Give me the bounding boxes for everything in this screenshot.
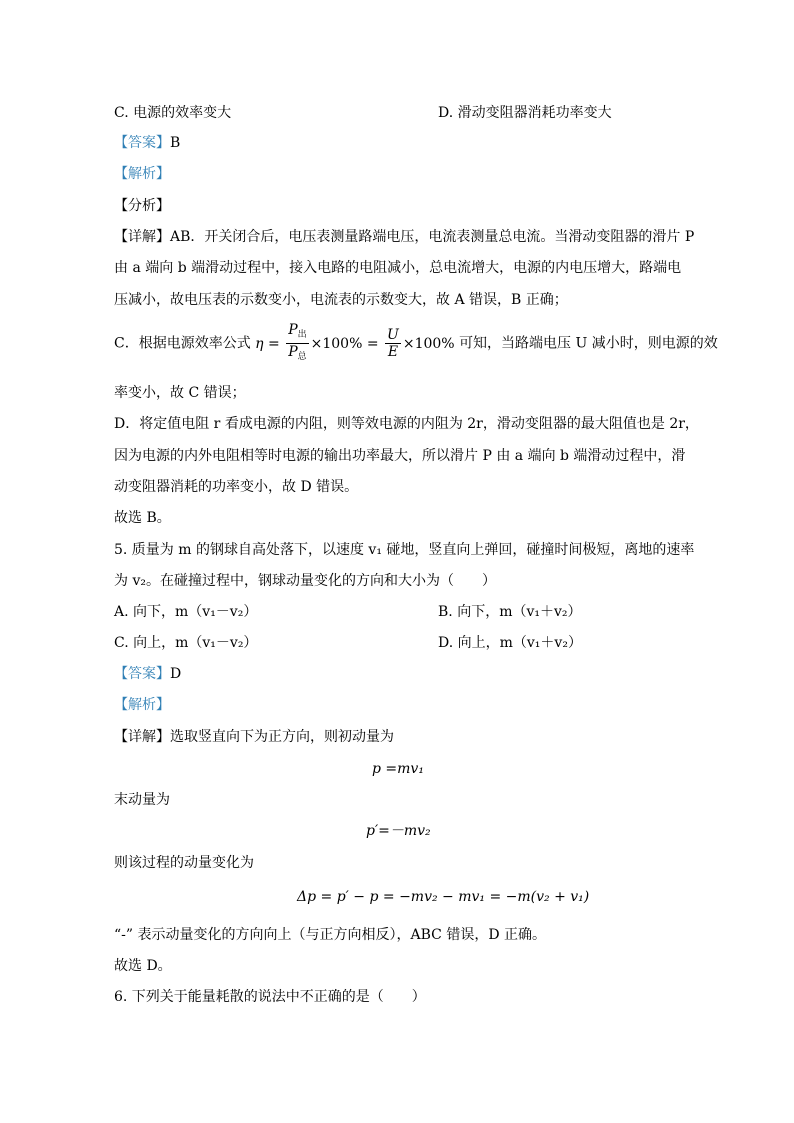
answer-value: B xyxy=(170,135,181,151)
q5-analysis-tag: 【解析】 xyxy=(114,697,170,713)
c-suffix: 可知，当路端电压 U 减小时，则电源的效 xyxy=(459,335,718,352)
q4-detail-line1 xyxy=(114,227,694,247)
q5-final-momentum-label: 末动量为 xyxy=(114,792,170,808)
q4-option-d: D. 滑动变阻器消耗功率变大 xyxy=(438,105,612,121)
q5-option-a: A. 向下，m（v₁－v₂） xyxy=(114,604,258,620)
detail-text: AB．开关闭合后，电压表测量路端电压，电流表测量总电流。当滑动变阻器的滑片 P xyxy=(170,229,695,245)
detail-tag: 【详解】 xyxy=(114,729,170,745)
q5-conclusion: 故选 D。 xyxy=(114,958,172,974)
q5-eq-final-momentum: p′=－mv₂ xyxy=(366,823,431,839)
answer-tag: 【答案】 xyxy=(114,135,170,151)
q5-option-b: B. 向下，m（v₁＋v₂） xyxy=(438,604,582,620)
q5-stem-line2: 为 v₂。在碰撞过程中，钢球动量变化的方向和大小为（ ） xyxy=(114,573,496,589)
q4-option-c: C. 电源的效率变大 xyxy=(114,105,232,121)
detail-tag: 【详解】 xyxy=(114,229,170,245)
q5-change-label: 则该过程的动量变化为 xyxy=(114,855,254,871)
q4-detail-line3: 压减小，故电压表的示数变小，电流表的示数变大，故 A 错误，B 正确； xyxy=(114,292,568,308)
q4-detail-c-line xyxy=(114,322,718,366)
q4-detail-line2: 由 a 端向 b 端滑动过程中，接入电路的电阻减小，总电流增大，电源的内电压增大，路端电 xyxy=(114,260,682,276)
q5-eq-momentum-change: Δp = p′ − p = −mv₂ − mv₁ = −m(v₂ + v₁) xyxy=(297,889,590,905)
q5-sign-note: “-” 表示动量变化的方向向上（与正方向相反），ABC 错误，D 正确。 xyxy=(114,927,546,943)
q4-fenxi-tag: 【分析】 xyxy=(114,198,170,214)
q4-answer xyxy=(114,133,180,153)
q5-option-c: C. 向上，m（v₁－v₂） xyxy=(114,635,258,651)
q4-detail-c-line2: 率变小，故 C 错误； xyxy=(114,385,246,401)
q5-detail-line1 xyxy=(114,727,394,747)
q6-stem: 6. 下列关于能量耗散的说法中不正确的是（ ） xyxy=(114,989,426,1005)
q4-detail-d-line1: D．将定值电阻 r 看成电源的内阻，则等效电源的内阻为 2r，滑动变阻器的最大阻值也是 2r， xyxy=(114,416,699,432)
q4-analysis-tag: 【解析】 xyxy=(114,166,170,182)
answer-tag: 【答案】 xyxy=(114,666,170,682)
q5-eq-initial-momentum: p =mv₁ xyxy=(372,761,424,777)
q4-detail-d-line2: 因为电源的内外电阻相等时电源的输出功率最大，所以滑片 P 由 a 端向 b 端滑动过程中，滑 xyxy=(114,448,686,464)
c-prefix: C．根据电源效率公式 xyxy=(114,335,251,352)
detail-text: 选取竖直向下为正方向，则初动量为 xyxy=(170,729,394,745)
efficiency-formula: η = $\frac{P_出}{P_总}$ ×100% = $\frac{U}{E}$ ×100% xyxy=(255,322,460,362)
q5-stem-line1: 5. 质量为 m 的钢球自高处落下，以速度 v₁ 碰地，竖直向上弹回，碰撞时间极短，离地的速率 xyxy=(114,542,695,558)
q5-answer xyxy=(114,664,181,684)
answer-value: D xyxy=(170,666,182,682)
q5-option-d: D. 向上，m（v₁＋v₂） xyxy=(438,635,582,651)
q4-detail-d-line3: 动变阻器消耗的功率变小，故 D 错误。 xyxy=(114,479,359,495)
q4-conclusion: 故选 B。 xyxy=(114,510,171,526)
